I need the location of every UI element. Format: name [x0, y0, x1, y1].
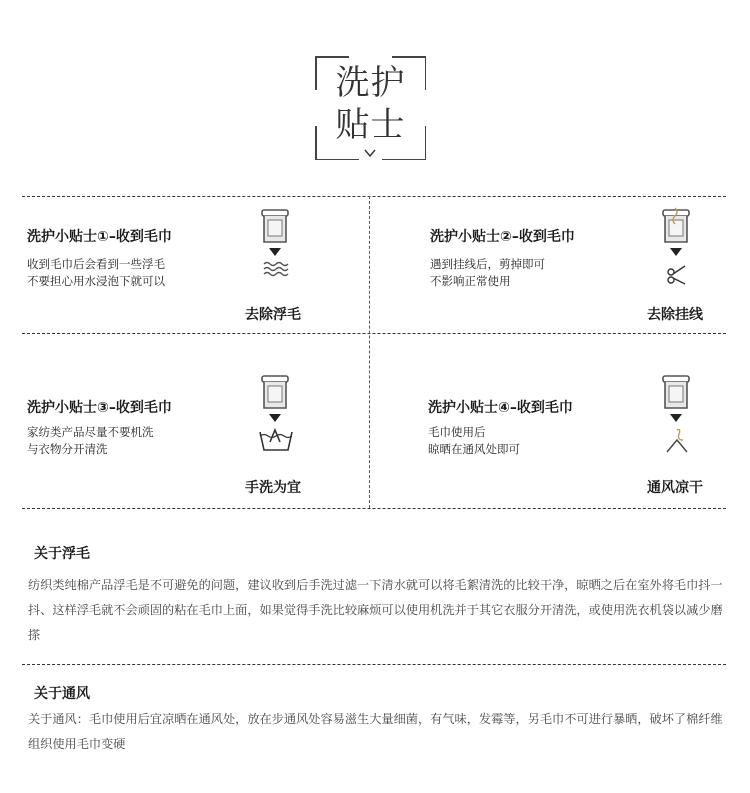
tip-2-desc-line2: 不影响正常使用 — [430, 274, 511, 288]
divider-section — [22, 664, 726, 665]
divider-bottom — [22, 508, 726, 509]
divider-top — [22, 196, 726, 197]
section-1-body: 纺织类纯棉产品浮毛是不可避免的问题，建议收到后手洗过滤一下清水就可以将毛絮清洗的比较干净，晾晒之后在室外将毛巾抖一抖、这样浮毛就不会顽固的粘在毛巾上面，如果觉得手洗比较麻烦可以使用机洗并于其它衣服分开清洗，或使用洗衣机袋以减少磨搽 — [28, 578, 723, 642]
towel-scissors-icon — [657, 206, 697, 286]
tip-2-caption: 去除挂线 — [647, 307, 703, 323]
tip-4-desc-line1: 毛巾使用后 — [428, 425, 486, 439]
towel-hanger-icon — [657, 372, 697, 456]
frame-top-bar — [315, 56, 349, 58]
towel-water-icon — [256, 208, 296, 288]
tip-3-desc-line1: 家纺类产品尽量不要机洗 — [27, 425, 154, 439]
frame-top-bar — [392, 56, 426, 58]
tip-4-desc-line2: 晾晒在通风处即可 — [428, 442, 520, 456]
tip-2-desc-line1: 遇到挂线后，剪掉即可 — [430, 257, 545, 271]
section-2-title: 关于通风 — [34, 686, 90, 702]
tip-4-caption: 通风凉干 — [647, 480, 703, 496]
tip-3-title: 洗护小贴士③–收到毛巾 — [27, 400, 172, 416]
tip-3-desc-line2: 与衣物分开清洗 — [27, 442, 108, 456]
frame-bottom-bar — [315, 159, 359, 161]
section-1-title: 关于浮毛 — [34, 546, 90, 562]
header-title-line1: 洗护 — [335, 63, 406, 103]
towel-handwash-icon — [256, 372, 296, 456]
divider-vertical — [369, 196, 370, 508]
tip-1-caption: 去除浮毛 — [245, 307, 301, 323]
tip-1-title: 洗护小贴士①–收到毛巾 — [27, 229, 172, 245]
chevron-down-icon — [363, 148, 377, 158]
tip-1-desc-line2: 不要担心用水浸泡下就可以 — [27, 274, 165, 288]
tip-2-title: 洗护小贴士②–收到毛巾 — [430, 229, 575, 245]
frame-bottom-bar — [382, 159, 426, 161]
tip-3-caption: 手洗为宜 — [245, 480, 301, 496]
divider-middle — [22, 333, 726, 334]
header-title-line2: 贴士 — [335, 105, 406, 145]
tip-1-desc-line1: 收到毛巾后会看到一些浮毛 — [27, 257, 165, 271]
tip-4-title: 洗护小贴士④–收到毛巾 — [428, 400, 573, 416]
section-2-body: 关于通风：毛巾使用后宜凉晒在通风处，放在步通风处容易滋生大量细菌，有气味，发霉等，另毛巾不可进行暴晒，破坏了棉纤维组织使用毛巾变硬 — [28, 712, 723, 751]
header-frame — [315, 56, 426, 160]
